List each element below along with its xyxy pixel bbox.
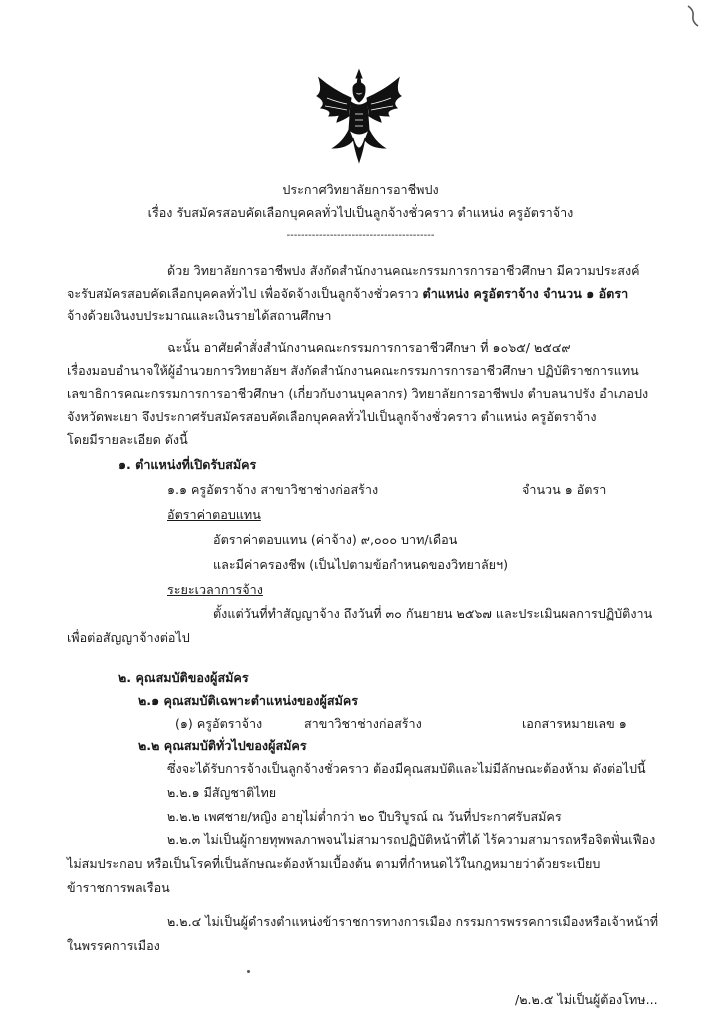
position-count: จำนวน ๑ อัตรา	[522, 482, 607, 497]
pay-line-2: และมีค่าครองชีพ (เป็นไปตามข้อกำหนดของวิทยาลัยฯ)	[213, 557, 509, 572]
qualification-item-2: ๒.๒.๒ เพศชาย/หญิง อายุไม่ต่ำกว่า ๒๐ ปีบริบูรณ์ ณ วันที่ประกาศรับสมัคร	[167, 809, 562, 824]
position-title: ๑.๑ ครูอัตราจ้าง สาขาวิชาช่างก่อสร้าง	[167, 482, 379, 497]
header-divider: -----------------------------------------	[286, 230, 435, 241]
authority-line-5: โดยมีรายละเอียด ดังนี้	[67, 432, 188, 447]
qualification-item-4-line-1: ๒.๒.๔ ไม่เป็นผู้ดำรงตำแหน่งข้าราชการทางการเมือง กรรมการพรรคการเมืองหรือเจ้าหน้าที่	[167, 914, 659, 929]
qualification-item-3-line-1: ๒.๒.๓ ไม่เป็นผู้กายทุพพลภาพจนไม่สามารถปฏิบัติหน้าที่ได้ ไร้ความสามารถหรือจิตฟั่นเฟือง	[167, 832, 656, 847]
qualification-item-3-line-2: ไม่สมประกอบ หรือเป็นโรคที่เป็นลักษณะต้องห้ามเบื้องต้น ตามที่กำหนดไว้ในกฎหมายว่าด้วยระเบียบ	[67, 856, 601, 871]
pay-line-1: อัตราค่าตอบแทน (ค่าจ้าง) ๙,๐๐๐ บาท/เดือน	[213, 532, 458, 547]
corner-staple-mark	[684, 4, 704, 28]
authority-line-3: เลขาธิการคณะกรรมการการอาชีวศึกษา (เกี่ยวกับงานบุคลากร) วิทยาลัยการอาชีพปง ตำบลนาปรัง อำเภอปง	[67, 386, 649, 401]
authority-line-1: ฉะนั้น อาศัยคำสั่งสำนักงานคณะกรรมการการอาชีวศึกษา ที่ ๑๐๖๕/ ๒๕๔๙	[167, 340, 571, 355]
pay-heading: อัตราค่าตอบแทน	[167, 507, 261, 522]
intro-line-2-text: จะรับสมัครสอบคัดเลือกบุคคลทั่วไป เพื่อจัดจ้างเป็นลูกจ้างชั่วคราว	[67, 286, 423, 301]
qualification-item-4-line-2: ในพรรคการเมือง	[67, 938, 160, 953]
section-1-heading: ๑. ตำแหน่งที่เปิดรับสมัคร	[118, 457, 257, 472]
qualification-general-intro: ซึ่งจะได้รับการจ้างเป็นลูกจ้างชั่วคราว ต้องมีคุณสมบัติและไม่มีลักษณะต้องห้าม ดังต่อไปนี้	[167, 761, 646, 776]
qualification-document-ref: เอกสารหมายเลข ๑	[522, 716, 627, 731]
intro-line-2-position: ตำแหน่ง ครูอัตราจ้าง จำนวน ๑ อัตรา	[422, 286, 629, 301]
intro-line-1: ด้วย วิทยาลัยการอาชีพปง สังกัดสำนักงานคณะกรรมการการอาชีวศึกษา มีความประสงค์	[167, 263, 640, 278]
intro-line-3: จ้างด้วยเงินงบประมาณและเงินรายได้สถานศึกษา	[67, 308, 332, 323]
stray-dot	[247, 970, 250, 973]
period-heading: ระยะเวลาการจ้าง	[167, 582, 263, 597]
authority-line-2: เรื่องมอบอำนาจให้ผู้อำนวยการวิทยาลัยฯ สังกัดสำนักงานคณะกรรมการการอาชีวศึกษา ปฏิบัติราชการแทน	[67, 363, 639, 378]
announcement-subject: เรื่อง รับสมัครสอบคัดเลือกบุคคลทั่วไปเป็นลูกจ้างชั่วคราว ตำแหน่ง ครูอัตราจ้าง	[147, 205, 574, 220]
qualification-item-1: ๒.๒.๑ มีสัญชาติไทย	[167, 785, 277, 800]
qualification-general-heading: ๒.๒ คุณสมบัติทั่วไปของผู้สมัคร	[138, 738, 307, 753]
qualification-specific-branch: สาขาวิชาช่างก่อสร้าง	[304, 716, 422, 731]
page-continuation: /๒.๒.๕ ไม่เป็นผู้ต้องโทษ...	[515, 992, 658, 1007]
intro-line-2	[67, 286, 628, 302]
section-2-heading: ๒. คุณสมบัติของผู้สมัคร	[118, 670, 249, 685]
period-line-2: เพื่อต่อสัญญาจ้างต่อไป	[67, 630, 190, 645]
announcement-title: ประกาศวิทยาลัยการอาชีพปง	[282, 182, 439, 197]
qualification-specific-heading: ๒.๑ คุณสมบัติเฉพาะตำแหน่งของผู้สมัคร	[138, 693, 359, 708]
authority-line-4: จังหวัดพะเยา จึงประกาศรับสมัครสอบคัดเลือกบุคคลทั่วไปเป็นลูกจ้างชั่วคราว ตำแหน่ง ครูอัตราจ้าง	[67, 409, 597, 424]
qualification-item-3-line-3: ข้าราชการพลเรือน	[67, 880, 170, 895]
qualification-specific-item: (๑) ครูอัตราจ้าง	[175, 716, 263, 731]
period-line-1: ตั้งแต่วันที่ทำสัญญาจ้าง ถึงวันที่ ๓๐ กันยายน ๒๕๖๗ และประเมินผลการปฏิบัติงาน	[213, 606, 653, 621]
garuda-emblem-icon	[313, 68, 405, 164]
